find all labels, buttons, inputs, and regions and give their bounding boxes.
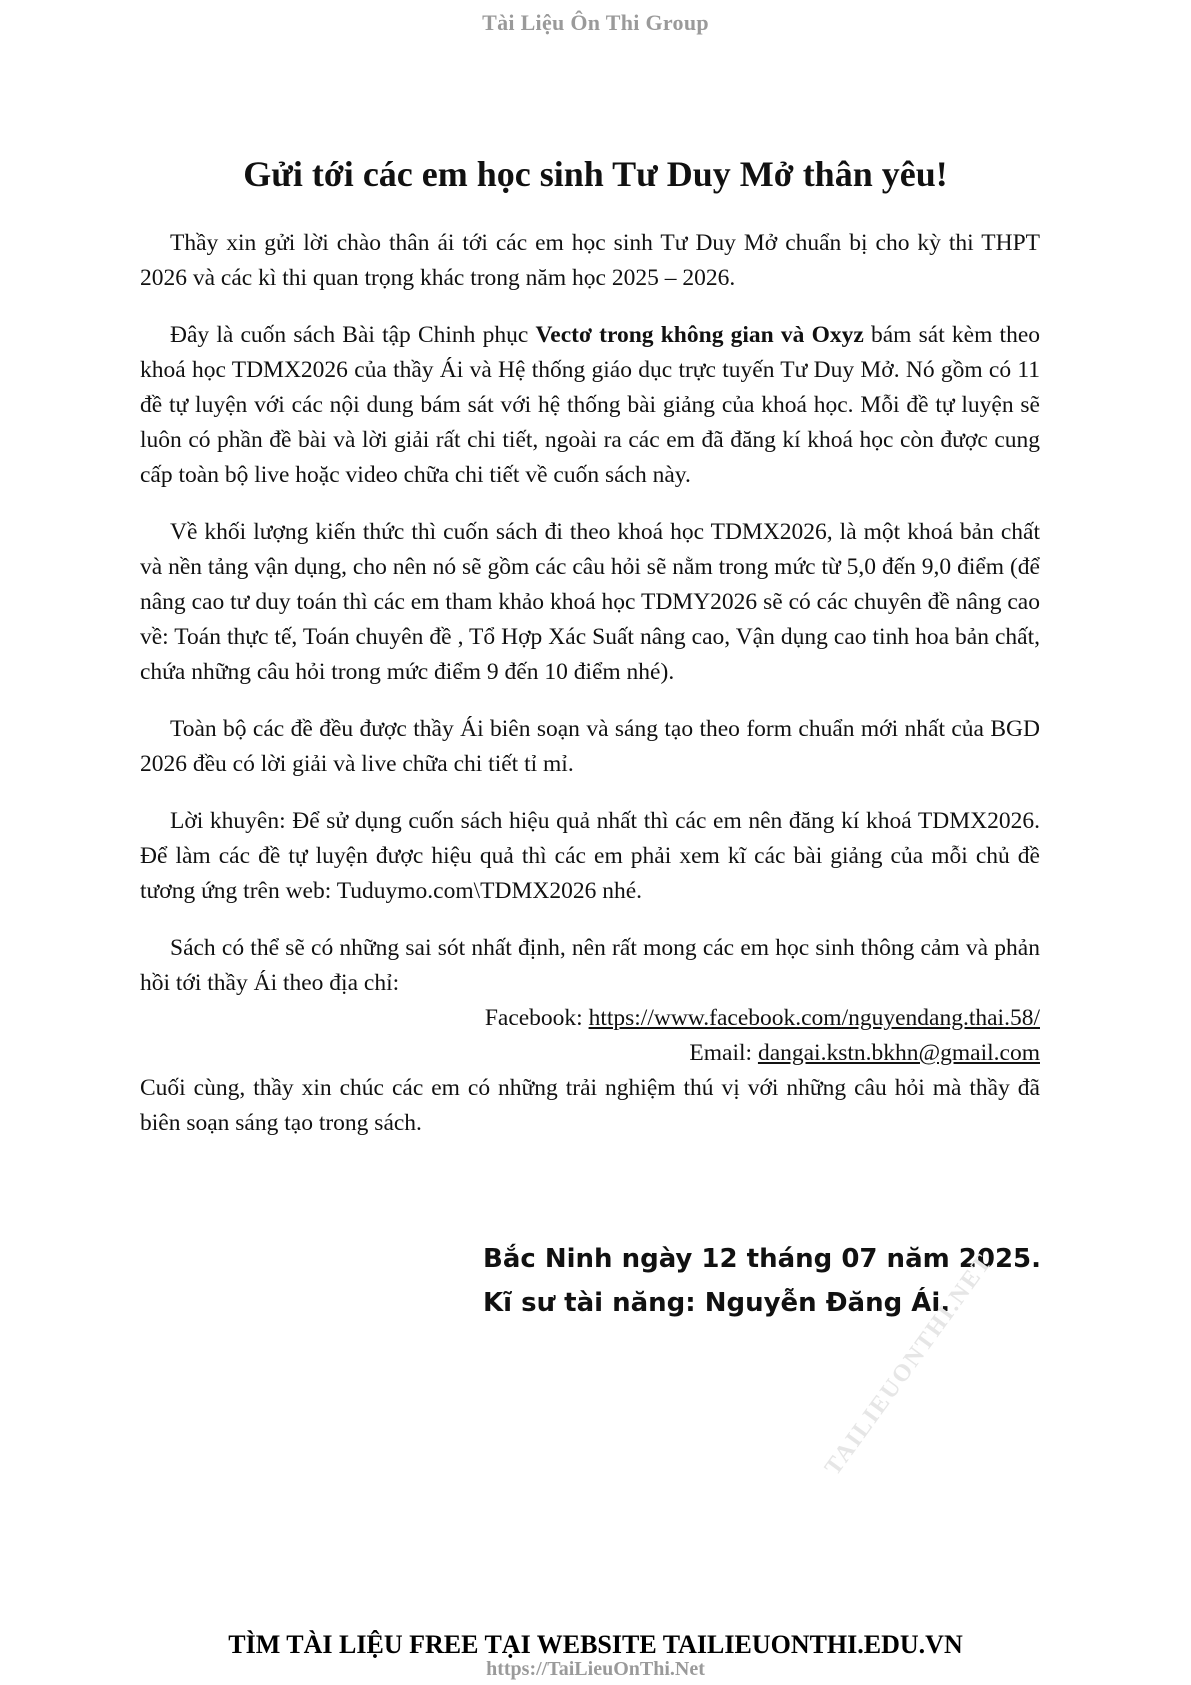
email-label: Email: [689,1040,758,1066]
footer-banner: TÌM TÀI LIỆU FREE TẠI WEBSITE TAILIEUONTHI.EDU.VN [228,1630,963,1659]
paragraph-feedback: Sách có thể sẽ có những sai sót nhất định, nên rất mong các em học sinh thông cảm và phản hồi tới thầy Ái theo địa chỉ: [140,935,1040,996]
page-title: Gửi tới các em học sinh Tư Duy Mở thân yêu! [243,154,948,194]
paragraph-knowledge-scope: Về khối lượng kiến thức thì cuốn sách đi theo khoá học TDMX2026, là một khoá bản chất và nền tảng vận dụng, cho nên nó sẽ gồm các câu hỏi sẽ nằm trong mức từ 5,0 đến 9,0 điểm (để nâng cao tư duy toán thì các em tham khảo khoá học TDMY2026 sẽ có các chuyên đề nâng cao về: Toán thực tế, Toán chuyên đề , Tổ Hợp Xác Suất nâng cao, Vận dụng cao tinh hoa bản chất, chứa những câu hỏi trong mức điểm 9 đến 10 điểm nhé). [140,519,1040,685]
paragraph-exam-standard: Toàn bộ các đề đều được thầy Ái biên soạn và sáng tạo theo form chuẩn mới nhất của BGD 2026 đều có lời giải và live chữa chi tiết tỉ mỉ. [140,716,1040,777]
book-topic: Vectơ trong không gian và Oxyz [535,322,864,348]
footer-url[interactable]: https://TaiLieuOnThi.Net [486,1658,705,1680]
email-contact [140,1036,1040,1071]
paragraph-book-intro-end: bám sát kèm theo khoá học TDMX2026 của thầy Ái và Hệ thống giáo dục trực tuyến Tư Duy Mở. Nó gồm có 11 đề tự luyện với các nội dung bám sát với hệ thống bài giảng của khoá học. Mỗi đề tự luyện sẽ luôn có phần đề bài và lời giải rất chi tiết, ngoài ra các em đã đăng kí khoá học còn được cung cấp toàn bộ live hoặc video chữa chi tiết về cuốn sách này. [140,322,1040,488]
facebook-link[interactable]: https://www.facebook.com/nguyendang.thai.58/ [588,1005,1040,1031]
paragraph-closing: Cuối cùng, thầy xin chúc các em có những trải nghiệm thú vị với những câu hỏi mà thầy đã biên soạn sáng tạo trong sách. [140,1075,1040,1136]
watermark-text: TAILIEUONTHI.NET [820,1249,998,1481]
facebook-contact [140,1001,1040,1036]
paragraph-greeting: Thầy xin gửi lời chào thân ái tới các em học sinh Tư Duy Mở chuẩn bị cho kỳ thi THPT 2026 và các kì thi quan trọng khác trong năm học 2025 – 2026. [140,230,1040,291]
paragraph-advice: Lời khuyên: Để sử dụng cuốn sách hiệu quả nhất thì các em nên đăng kí khoá TDMX2026. Để làm các đề tự luyện được hiệu quả thì các em phải xem kĩ các bài giảng của mỗi chủ đề tương ứng trên web: Tuduymo.com\TDMX2026 nhé. [140,808,1040,904]
email-link[interactable]: dangai.kstn.bkhn@gmail.com [757,1040,1040,1066]
paragraph-book-intro-start: Đây là cuốn sách Bài tập Chinh phục [170,322,536,348]
letter-body [140,226,1040,1141]
signature-author: Kĩ sư tài năng: Nguyễn Đăng Ái. [483,1288,951,1318]
header-group-name: Tài Liệu Ôn Thi Group [482,10,709,35]
paragraph-book-intro [140,318,1040,493]
signature-place-date: Bắc Ninh ngày 12 tháng 07 năm 2025. [483,1244,1041,1274]
facebook-label: Facebook: [484,1005,589,1031]
